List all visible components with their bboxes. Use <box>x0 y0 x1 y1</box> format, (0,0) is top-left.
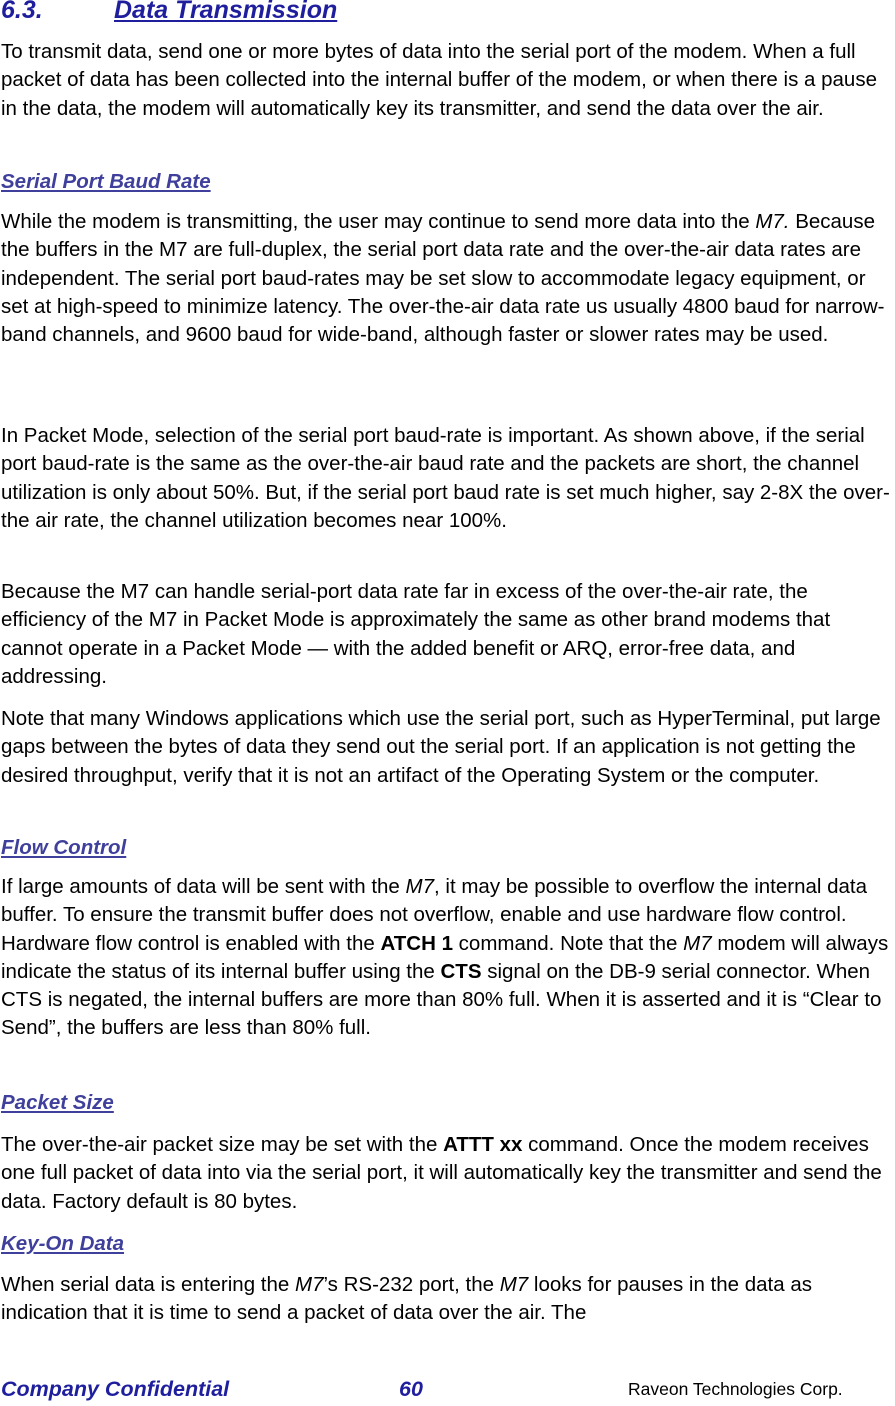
page-footer <box>1 1377 894 1403</box>
footer-confidential: Company Confidential <box>1 1377 230 1401</box>
text-run: If large amounts of data will be sent with the <box>1 875 406 898</box>
page-number: 60 <box>399 1377 423 1401</box>
section-title-text: Data Transmission <box>114 0 338 24</box>
key-on-paragraph <box>1 1271 894 1328</box>
text-run: The over-the-air packet size may be set with the <box>1 1133 444 1156</box>
text-run: ’s RS-232 port, the <box>323 1273 500 1296</box>
heading-serial-port-baud-rate: Serial Port Baud Rate <box>1 170 211 193</box>
serial-paragraph-2: In Packet Mode, selection of the serial port baud-rate is important. As shown above, if the serial port baud-rate is the same as the over-the-air baud rate and the packets are short, the channel utilization is only about 50%. But, if the serial port baud rate is set much higher, say 2-8X the over-the air rate, the channel utilization becomes near 100%. <box>1 424 890 532</box>
serial-paragraph-4: Note that many Windows applications which use the serial port, such as HyperTerminal, put large gaps between the bytes of data they send out the serial port. If an application is not getting the desired throughput, verify that it is not an artifact of the Operating System or the computer. <box>1 707 881 787</box>
text-run: signal on the DB-9 serial connector. When CTS is negated, the internal buffers are more than 80% full. When it is asserted and it is “Clear to Send”, the buffers are less than 80% full. <box>1 959 882 1040</box>
intro-paragraph: To transmit data, send one or more bytes of data into the serial port of the modem. When a full packet of data has been collected into the internal buffer of the modem, or when there is a pause in the data, the modem will automatically key its transmitter, and send the data over the air. <box>1 40 877 120</box>
text-run: command. Note that the <box>452 931 684 955</box>
text-run: When serial data is entering the <box>1 1273 295 1296</box>
product-name: M7 <box>499 1273 529 1296</box>
text-run: command. Once the modem receives one full packet of data into via the serial port, it will automatically key the transmitter and send the data. Factory default is 80 bytes. <box>1 1133 882 1213</box>
product-name: M7 <box>295 1273 324 1296</box>
heading-packet-size: Packet Size <box>1 1091 114 1114</box>
heading-key-on-data: Key-On Data <box>1 1232 125 1255</box>
flow-control-paragraph <box>1 873 894 1043</box>
product-name: M7 <box>405 875 435 898</box>
command-name: ATCH 1 <box>380 931 453 955</box>
heading-flow-control: Flow Control <box>1 836 127 859</box>
text-run: looks for pauses in the data as indication that it is time to send a packet of data over the air. The <box>1 1273 812 1325</box>
footer-company: Raveon Technologies Corp. <box>628 1379 843 1399</box>
text-run: , it may be possible to overflow the internal data buffer. To ensure the transmit buffer does not overflow, enable and use hardware flow control. Hardware flow control is enabled with the <box>1 875 868 955</box>
section-number: 6.3. <box>1 0 43 24</box>
section-title <box>1 0 337 25</box>
text-run: While the modem is transmitting, the user may continue to send more data into the <box>1 210 756 233</box>
product-name: M7 <box>683 931 712 955</box>
text-run: Because the buffers in the M7 are full-duplex, the serial port data rate and the over-the-air data rates are independent. The serial port baud-rates may be set slow to accommodate legacy equipment, or set at high-speed to minimize latency. The over-the-air data rate us usually 4800 baud for narrow-band channels, and 9600 baud for wide-band, although faster or slower rates may be used. <box>1 210 885 347</box>
packet-size-paragraph <box>1 1131 894 1216</box>
text-run: modem will always indicate the status of its internal buffer using the <box>1 931 889 983</box>
product-name: M7. <box>755 210 790 233</box>
signal-name: CTS <box>440 959 482 983</box>
serial-paragraph-3: Because the M7 can handle serial-port data rate far in excess of the over-the-air rate, the efficiency of the M7 in Packet Mode is approximately the same as other brand modems that cannot operate in a Packet Mode — with the added benefit or ARQ, error-free data, and addressing. <box>1 580 831 688</box>
command-name: ATTT xx <box>443 1133 523 1156</box>
serial-paragraph-1 <box>1 208 894 349</box>
